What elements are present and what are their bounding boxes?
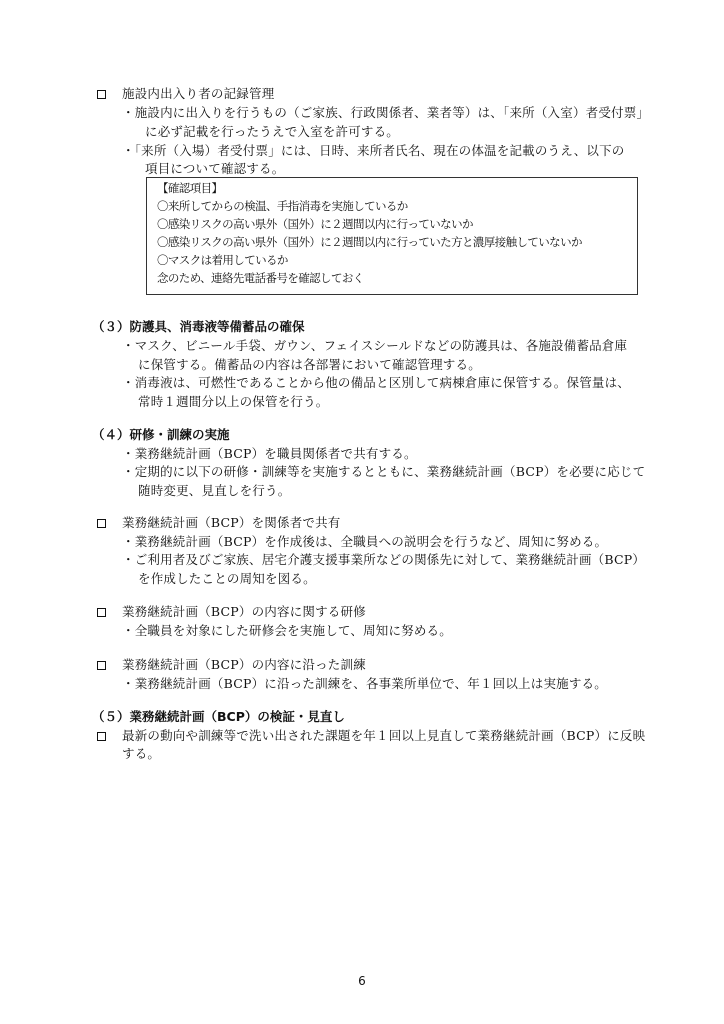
bullet-text: ・マスク、ビニール手袋、ガウン、フェイスシールドなどの防護具は、各施設備蓄品倉庫 [122,338,628,353]
bullet-text-continued: 項目について確認する。 [145,161,285,176]
bullet-text-continued: 随時変更、見直しを行う。 [138,483,291,498]
checkbox-icon [97,608,106,617]
checkbox-icon [97,90,106,99]
check-item: 〇感染リスクの高い県外（国外）に２週間以内に行っていないか [157,217,473,231]
bullet-text: ・ご利用者及びご家族、居宅介護支援事業所などの関係先に対して、業務継続計画（BCP） [122,552,646,567]
bullet-text-continued: 常時１週間分以上の保管を行う。 [138,394,329,409]
subsection-title-training: 業務継続計画（BCP）の内容に関する研修 [122,604,366,619]
bullet-text-continued: に保管する。備蓄品の内容は各部署において確認管理する。 [138,357,481,372]
bullet-text: ・全職員を対象にした研修会を実施して、周知に努める。 [122,623,452,638]
checkbox-icon [97,661,106,670]
body-text-continued: する。 [122,746,161,761]
checkbox-icon [97,732,106,741]
bullet-text: ・業務継続計画（BCP）を職員関係者で共有する。 [122,446,417,461]
bullet-text: ・定期的に以下の研修・訓練等を実施するとともに、業務継続計画（BCP）を必要に応じて [122,464,646,479]
check-items-title: 【確認項目】 [157,181,223,195]
check-item: 〇感染リスクの高い県外（国外）に２週間以内に行っていた方と濃厚接触していないか [157,235,582,249]
bullet-text: ・業務継続計画（BCP）を作成後は、全職員への説明会を行うなど、周知に努める。 [122,534,608,549]
bullet-text: ・「来所（入場）者受付票」には、日時、来所者氏名、現在の体温を記載のうえ、以下の [122,143,625,158]
heading-section-5: （５）業務継続計画（BCP）の検証・見直し [92,709,345,724]
check-item: 〇来所してからの検温、手指消毒を実施しているか [157,199,408,213]
bullet-text: ・業務継続計画（BCP）に沿った訓練を、各事業所単位で、年１回以上は実施する。 [122,676,607,691]
bullet-text-continued: に必ず記載を行ったうえで入室を許可する。 [145,124,400,139]
bullet-text-continued: を作成したことの周知を図る。 [138,571,316,586]
bullet-text: ・消毒液は、可燃性であることから他の備品と区別して病棟倉庫に保管する。保管量は、 [122,375,631,390]
checkbox-icon [97,519,106,528]
check-items-box [146,177,638,295]
subsection-title-share: 業務継続計画（BCP）を関係者で共有 [122,515,341,530]
bullet-text: ・施設内に出入りを行うもの（ご家族、行政関係者、業者等）は、「来所（入室）者受付票」 [122,105,650,120]
check-item: 〇マスクは着用しているか [157,253,288,267]
subsection-title-drill: 業務継続計画（BCP）の内容に沿った訓練 [122,657,366,672]
check-note: 念のため、連絡先電話番号を確認しておく [157,271,364,285]
page-number: 6 [358,974,366,988]
section-title-visitor-record: 施設内出入り者の記録管理 [122,86,275,101]
heading-section-3: （３）防護具、消毒液等備蓄品の確保 [92,319,305,334]
heading-section-4: （４）研修・訓練の実施 [92,427,230,442]
body-text: 最新の動向や訓練等で洗い出された課題を年１回以上見直して業務継続計画（BCP）に反映 [122,728,646,743]
